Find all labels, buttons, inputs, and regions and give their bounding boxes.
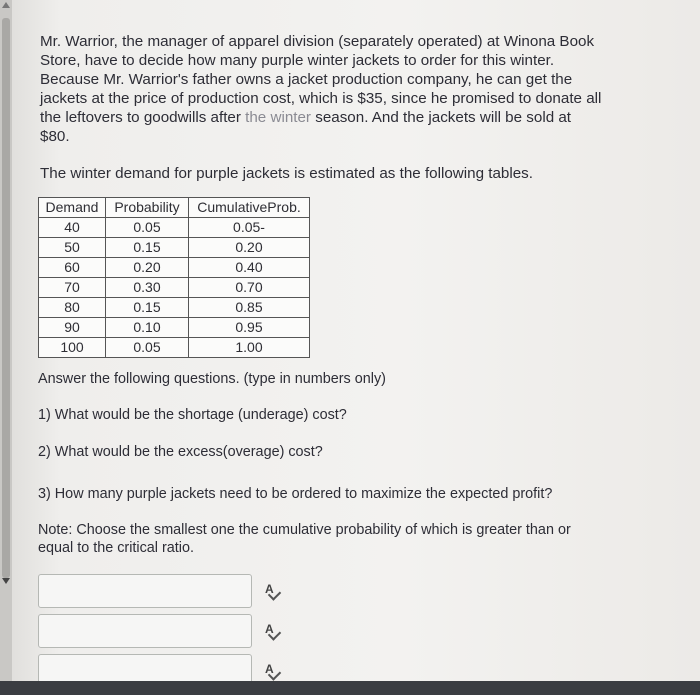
cell-probability: 0.15 xyxy=(106,238,189,258)
cell-cumulative: 0.40 xyxy=(189,258,310,278)
scrollbar-thumb[interactable] xyxy=(2,18,10,578)
problem-paragraph xyxy=(40,32,670,146)
demand-table xyxy=(38,197,310,358)
cell-cumulative: 0.05- xyxy=(189,218,310,238)
header-probability: Probability xyxy=(106,198,189,218)
cell-cumulative: 0.20 xyxy=(189,238,310,258)
spellcheck-icon[interactable]: A xyxy=(265,582,281,600)
header-demand: Demand xyxy=(39,198,106,218)
spellcheck-icon[interactable]: A xyxy=(265,622,281,640)
paragraph-text: season. And the jackets will be sold at xyxy=(311,109,572,126)
paragraph-text: the leftovers to goodwills after xyxy=(40,109,246,126)
question-1: 1) What would be the shortage (underage) cost? xyxy=(38,407,347,423)
table-row xyxy=(39,238,310,258)
paragraph-line: jackets at the price of production cost, which is $35, since he promised to donate all xyxy=(40,90,602,107)
question-3: 3) How many purple jackets need to be ordered to maximize the expected profit? xyxy=(38,486,553,502)
cell-demand: 90 xyxy=(39,318,106,338)
note-line: equal to the critical ratio. xyxy=(38,540,194,556)
scroll-up-arrow-icon[interactable] xyxy=(2,2,10,8)
table-intro: The winter demand for purple jackets is estimated as the following tables. xyxy=(40,165,534,182)
paragraph-text-faded: the winter xyxy=(245,109,311,126)
cell-cumulative: 0.70 xyxy=(189,278,310,298)
paragraph-line: Because Mr. Warrior's father owns a jacket production company, he can get the xyxy=(40,71,573,88)
paragraph-line xyxy=(40,108,670,127)
table-row xyxy=(39,218,310,238)
paragraph-line: Store, have to decide how many purple winter jackets to order for this winter. xyxy=(40,52,555,69)
cell-probability: 0.10 xyxy=(106,318,189,338)
table-header-row xyxy=(39,198,310,218)
cell-cumulative: 0.85 xyxy=(189,298,310,318)
cell-demand: 80 xyxy=(39,298,106,318)
note-line: Note: Choose the smallest one the cumulative probability of which is greater than or xyxy=(38,522,571,538)
cell-demand: 50 xyxy=(39,238,106,258)
scroll-down-arrow-icon[interactable] xyxy=(2,578,10,584)
paragraph-line: $80. xyxy=(40,128,70,145)
table-row xyxy=(39,278,310,298)
instruction-text: Answer the following questions. (type in numbers only) xyxy=(38,371,386,387)
cell-demand: 100 xyxy=(39,338,106,358)
cell-probability: 0.05 xyxy=(106,338,189,358)
cell-probability: 0.20 xyxy=(106,258,189,278)
table-row xyxy=(39,318,310,338)
answer-input-1[interactable] xyxy=(38,574,252,608)
bottom-bar xyxy=(0,681,700,695)
cell-cumulative: 1.00 xyxy=(189,338,310,358)
cell-demand: 70 xyxy=(39,278,106,298)
paragraph-line: Mr. Warrior, the manager of apparel division (separately operated) at Winona Book xyxy=(40,33,595,50)
answer-input-3[interactable] xyxy=(38,654,252,684)
cell-demand: 40 xyxy=(39,218,106,238)
cell-probability: 0.30 xyxy=(106,278,189,298)
cell-probability: 0.05 xyxy=(106,218,189,238)
question-2: 2) What would be the excess(overage) cost? xyxy=(38,444,323,460)
table-row xyxy=(39,258,310,278)
spellcheck-icon[interactable]: A xyxy=(265,662,281,680)
cell-demand: 60 xyxy=(39,258,106,278)
cell-probability: 0.15 xyxy=(106,298,189,318)
note-text xyxy=(38,521,678,557)
table-row xyxy=(39,298,310,318)
table-row xyxy=(39,338,310,358)
header-cumulative: CumulativeProb. xyxy=(189,198,310,218)
answer-input-2[interactable] xyxy=(38,614,252,648)
cell-cumulative: 0.95 xyxy=(189,318,310,338)
scrollbar[interactable] xyxy=(0,0,12,695)
